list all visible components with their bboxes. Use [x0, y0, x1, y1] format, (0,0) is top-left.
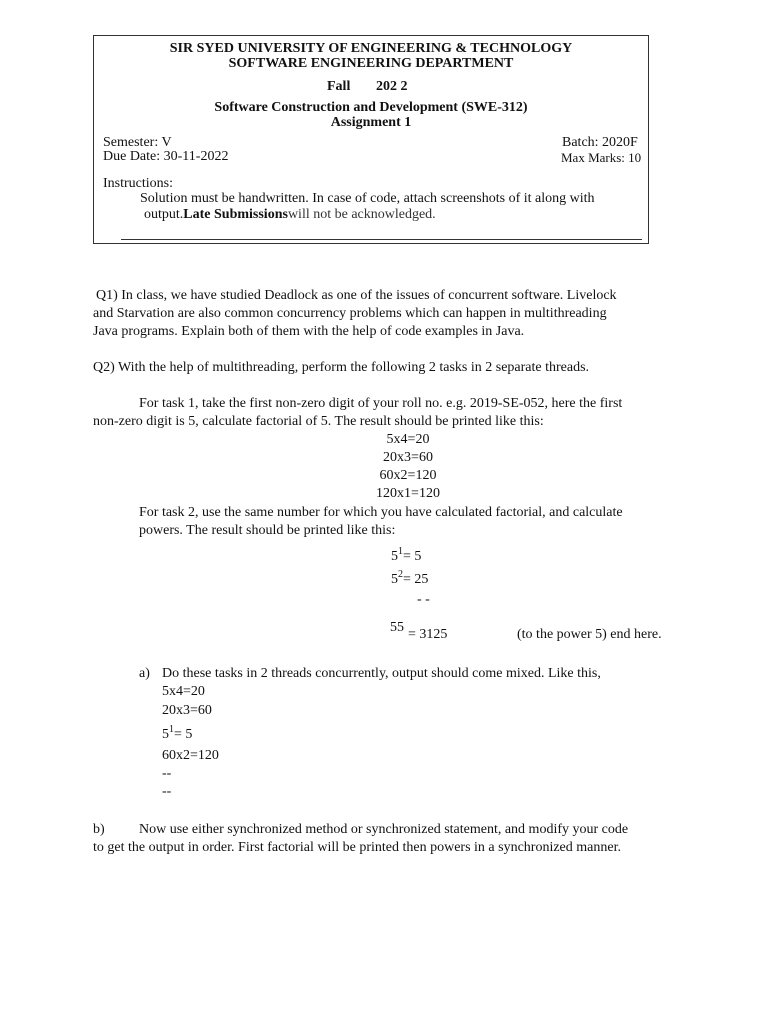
task1-line-1: For task 1, take the first non-zero digit of your roll no. e.g. 2019-SE-052, here the first [139, 396, 623, 411]
term-label: Fall [327, 79, 351, 94]
factorial-line-2: 20x3=60 [383, 450, 433, 465]
power-5-base: 55 [390, 620, 404, 635]
task2-line-2: powers. The result should be printed like this: [139, 523, 396, 538]
mixed-output-1: 5x4=20 [162, 684, 205, 699]
power-line-1: $5^1= 5$ [391, 546, 422, 564]
term-year: 202 2 [376, 79, 408, 94]
due-date: Due Date: 30-11-2022 [103, 149, 229, 164]
power-5-note: (to the power 5) end here. [517, 627, 662, 642]
header-rule [121, 239, 642, 240]
part-a-text: Do these tasks in 2 threads concurrently, output should come mixed. Like this, [162, 666, 601, 681]
mixed-output-6: -- [162, 784, 172, 799]
power-dots: - - [417, 592, 430, 607]
q1-line-3: Java programs. Explain both of them with the help of code examples in Java. [93, 324, 525, 339]
task2-line-1: For task 2, use the same number for which you have calculated factorial, and calculate [139, 505, 623, 520]
course-title: Software Construction and Development (SWE-312) [214, 100, 528, 115]
q2-intro: Q2) With the help of multithreading, perform the following 2 tasks in 2 separate threads. [93, 360, 590, 375]
mixed-output-2: 20x3=60 [162, 703, 212, 718]
factorial-line-4: 120x1=120 [376, 486, 440, 501]
q1-line-2: and Starvation are also common concurrency problems which can happen in multithreading [93, 306, 607, 321]
part-b-label: b) [93, 822, 105, 837]
mixed-output-5: -- [162, 766, 172, 781]
instructions-line-2: output.Late Submissionswill not be acknowledged. [144, 207, 436, 222]
factorial-line-3: 60x2=120 [379, 468, 437, 483]
mixed-output-4: 60x2=120 [162, 748, 219, 763]
instructions-line-1: Solution must be handwritten. In case of code, attach screenshots of it along with [140, 191, 595, 206]
power-5-value: = 3125 [408, 627, 448, 642]
task1-line-2: non-zero digit is 5, calculate factorial of 5. The result should be printed like this: [93, 414, 544, 429]
factorial-line-1: 5x4=20 [386, 432, 430, 447]
mixed-output-3: $5^1= 5$ [162, 724, 193, 742]
part-b-line-2: to get the output in order. First factorial will be printed then powers in a synchronized manner. [93, 840, 621, 855]
assignment-title: Assignment 1 [330, 115, 412, 130]
max-marks: Max Marks: 10 [561, 150, 642, 165]
power-line-2: $5^2= 25$ [391, 569, 429, 587]
instructions-label: Instructions: [103, 176, 173, 191]
part-a-label: a) [139, 666, 150, 681]
part-b-line-1: Now use either synchronized method or synchronized statement, and modify your code [139, 822, 629, 837]
university-name: SIR SYED UNIVERSITY OF ENGINEERING & TECHNOLOGY [169, 41, 573, 56]
q1-line-1: Q1) In class, we have studied Deadlock as one of the issues of concurrent software. Livelock [96, 288, 617, 303]
batch: Batch: 2020F [562, 135, 638, 150]
department-name: SOFTWARE ENGINEERING DEPARTMENT [228, 56, 514, 71]
semester: Semester: V [103, 135, 172, 150]
